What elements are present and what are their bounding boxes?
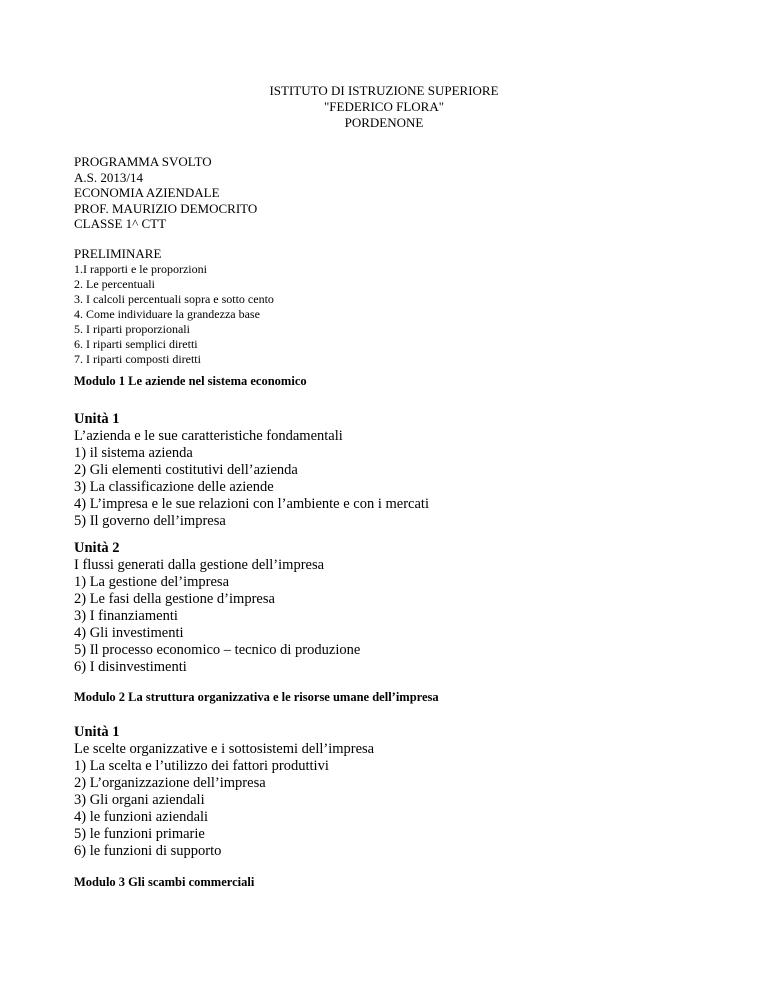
list-item: 2) L’organizzazione dell’impresa — [74, 775, 266, 791]
unit-title: Unità 1 — [74, 724, 120, 740]
unit-section — [74, 411, 429, 530]
list-item: 5) Il processo economico – tecnico di produzione — [74, 642, 361, 658]
school-header — [0, 83, 768, 131]
list-item: 3) I finanziamenti — [74, 608, 178, 624]
header-line-2: "FEDERICO FLORA" — [323, 99, 445, 114]
unit-section — [74, 540, 360, 676]
list-item: 6. I riparti semplici diretti — [74, 336, 198, 351]
list-item: 4) Gli investimenti — [74, 625, 184, 641]
program-info — [74, 154, 257, 232]
unit-title: Unità 1 — [74, 411, 120, 427]
module-title: Modulo 2 La struttura organizzativa e le risorse umane dell’impresa — [74, 690, 439, 704]
list-item: 1.I rapporti e le proporzioni — [74, 261, 207, 276]
module-title: Modulo 3 Gli scambi commerciali — [74, 875, 255, 889]
list-item: 2) Gli elementi costitutivi dell’azienda — [74, 462, 298, 478]
list-item: 5. I riparti proporzionali — [74, 321, 190, 336]
list-item: 4. Come individuare la grandezza base — [74, 306, 260, 321]
list-item: 1) La scelta e l’utilizzo dei fattori produttivi — [74, 758, 329, 774]
preliminare-section — [74, 246, 274, 367]
header-line-1: ISTITUTO DI ISTRUZIONE SUPERIORE — [269, 83, 499, 98]
list-item: 5) Il governo dell’impresa — [74, 513, 226, 529]
info-line: CLASSE 1^ CTT — [74, 216, 167, 231]
info-line: A.S. 2013/14 — [74, 169, 143, 185]
list-item: 3) La classificazione delle aziende — [74, 479, 274, 495]
list-item: 1) il sistema azienda — [74, 445, 193, 461]
preliminare-list — [74, 262, 274, 368]
unit-title: Unità 2 — [74, 540, 120, 556]
list-item: 5) le funzioni primarie — [74, 826, 205, 842]
list-item: 4) L’impresa e le sue relazioni con l’ambiente e con i mercati — [74, 496, 429, 512]
info-line: PROF. MAURIZIO DEMOCRITO — [74, 200, 258, 216]
unit-subtitle: Le scelte organizzative e i sottosistemi dell’impresa — [74, 741, 375, 757]
list-item: 2. Le percentuali — [74, 276, 155, 291]
info-line: PROGRAMMA SVOLTO — [74, 154, 212, 169]
unit-subtitle: I flussi generati dalla gestione dell’impresa — [74, 557, 325, 573]
section-title: PRELIMINARE — [74, 246, 162, 261]
list-item: 6) I disinvestimenti — [74, 659, 187, 675]
unit-subtitle: L’azienda e le sue caratteristiche fondamentali — [74, 428, 343, 444]
list-item: 4) le funzioni aziendali — [74, 809, 209, 825]
list-item: 3. I calcoli percentuali sopra e sotto cento — [74, 291, 274, 306]
list-item: 7. I riparti composti diretti — [74, 352, 201, 367]
list-item: 6) le funzioni di supporto — [74, 843, 222, 859]
list-item: 3) Gli organi aziendali — [74, 792, 205, 808]
module-title: Modulo 1 Le aziende nel sistema economico — [74, 374, 307, 388]
list-item: 2) Le fasi della gestione d’impresa — [74, 591, 275, 607]
header-line-3: PORDENONE — [344, 115, 424, 130]
unit-section — [74, 724, 374, 860]
list-item: 1) La gestione del’impresa — [74, 574, 230, 590]
info-line: ECONOMIA AZIENDALE — [74, 185, 220, 200]
